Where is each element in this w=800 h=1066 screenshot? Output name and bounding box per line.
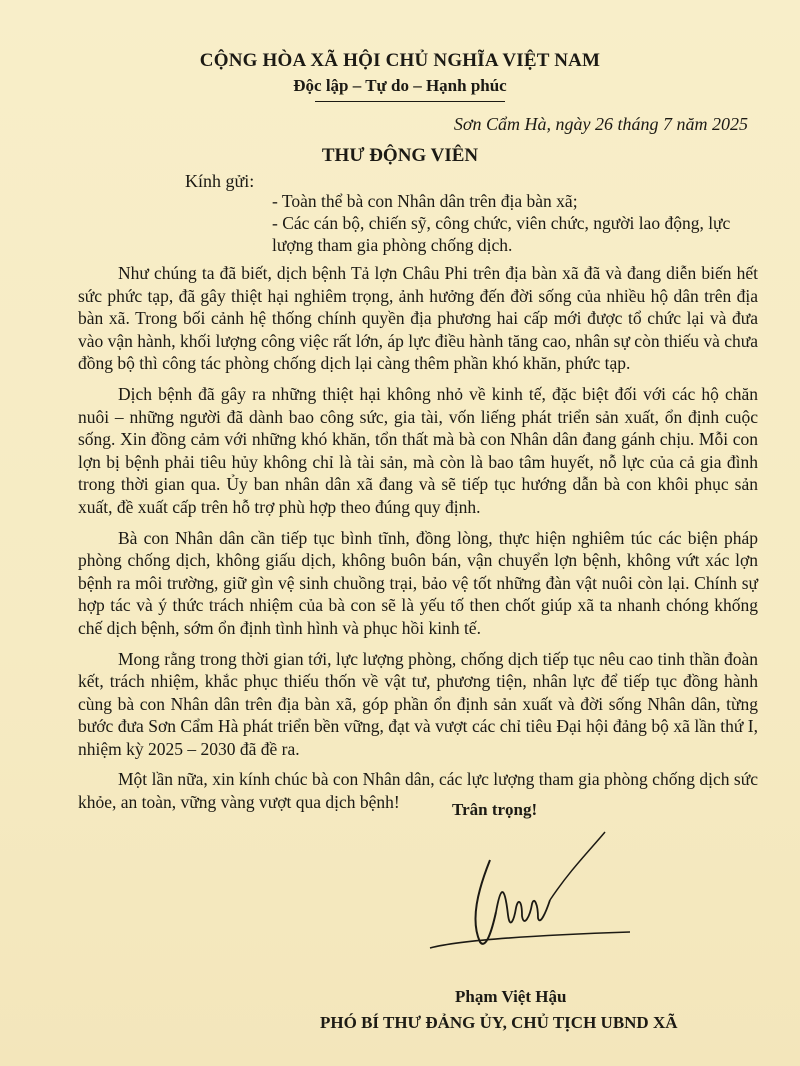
body-paragraph: Dịch bệnh đã gây ra những thiệt hại không nhỏ về kinh tế, đặc biệt đối với các hộ chăn nuôi – những người đã dành bao công sức, gia tài, vốn liếng phát triển sản xuất, ổn định cuộc sống. Xin đồng cảm với những khó khăn, tổn thất mà bà con Nhân dân đang gánh chịu. Mỗi con lợn bị bệnh phải tiêu hủy không chỉ là tài sản, mà còn là bao tâm huyết, nỗ lực của cả gia đình trong thời gian qua. Ủy ban nhân dân xã đang và sẽ tiếp tục hướng dẫn bà con khôi phục sản xuất, đề xuất cấp trên hỗ trợ phù hợp theo đúng quy định. <box>78 383 758 517</box>
motto-underline <box>315 101 505 102</box>
recipient-item: - Toàn thể bà con Nhân dân trên địa bàn xã; <box>272 191 578 211</box>
closing-remark: Trân trọng! <box>452 800 538 819</box>
signer-name: Phạm Việt Hậu <box>455 987 567 1006</box>
body-paragraph: Mong rằng trong thời gian tới, lực lượng phòng, chống dịch tiếp tục nêu cao tinh thần đoàn kết, trách nhiệm, khắc phục thiếu thốn về vật tư, phương tiện, nhân lực để tiếp tục đồng hành cùng bà con Nhân dân trên địa bàn xã, góp phần ổn định sản xuất và đời sống Nhân dân, từng bước đưa Sơn Cẩm Hà phát triển bền vững, đạt và vượt các chỉ tiêu Đại hội đảng bộ xã lần thứ I, nhiệm kỳ 2025 – 2030 đã đề ra. <box>78 648 758 759</box>
signer-position: PHÓ BÍ THƯ ĐẢNG ỦY, CHỦ TỊCH UBND XÃ <box>320 1013 678 1032</box>
recipient-item-continuation: lượng tham gia phòng chống dịch. <box>272 235 513 255</box>
recipient-item: - Các cán bộ, chiến sỹ, công chức, viên chức, người lao động, lực <box>272 213 731 233</box>
recipients-list <box>272 190 762 256</box>
national-motto: Độc lập – Tự do – Hạnh phúc <box>293 76 507 95</box>
greeting: Kính gửi: <box>185 171 255 191</box>
handwritten-signature <box>420 820 640 970</box>
letter-title: THƯ ĐỘNG VIÊN <box>321 145 479 166</box>
body-paragraph: Bà con Nhân dân cần tiếp tục bình tĩnh, đồng lòng, thực hiện nghiêm túc các biện pháp phòng chống dịch, không giấu dịch, không buôn bán, vận chuyển lợn bệnh, không vứt xác lợn bệnh ra môi trường, giữ gìn vệ sinh chuồng trại, bảo vệ tốt những đàn vật nuôi còn lại. Chính sự hợp tác và ý thức trách nhiệm của bà con sẽ là yếu tố then chốt giúp xã ta nhanh chóng khống chế dịch bệnh, sớm ổn định tình hình và phục hồi kinh tế. <box>78 527 758 638</box>
body-paragraph: Một lần nữa, xin kính chúc bà con Nhân dân, các lực lượng tham gia phòng chống dịch sức khỏe, an toàn, vững vàng vượt qua dịch bệnh! <box>78 769 758 813</box>
dateline: Sơn Cẩm Hà, ngày 26 tháng 7 năm 2025 <box>453 114 748 134</box>
letter-body <box>78 262 758 822</box>
national-name: CỘNG HÒA XÃ HỘI CHỦ NGHĨA VIỆT NAM <box>199 50 601 71</box>
body-paragraph: Như chúng ta đã biết, dịch bệnh Tả lợn Châu Phi trên địa bàn xã đã và đang diễn biến hết sức phức tạp, đã gây thiệt hại nghiêm trọng, ảnh hưởng đến đời sống của nhiều hộ dân trên địa bàn xã. Trong bối cảnh hệ thống chính quyền địa phương hai cấp mới được tổ chức lại và đưa vào vận hành, khối lượng công việc rất lớn, áp lực điều hành tăng cao, nhân sự còn thiếu và chưa đồng bộ thì công tác phòng chống dịch lại càng thêm phần khó khăn, phức tạp. <box>78 263 758 374</box>
